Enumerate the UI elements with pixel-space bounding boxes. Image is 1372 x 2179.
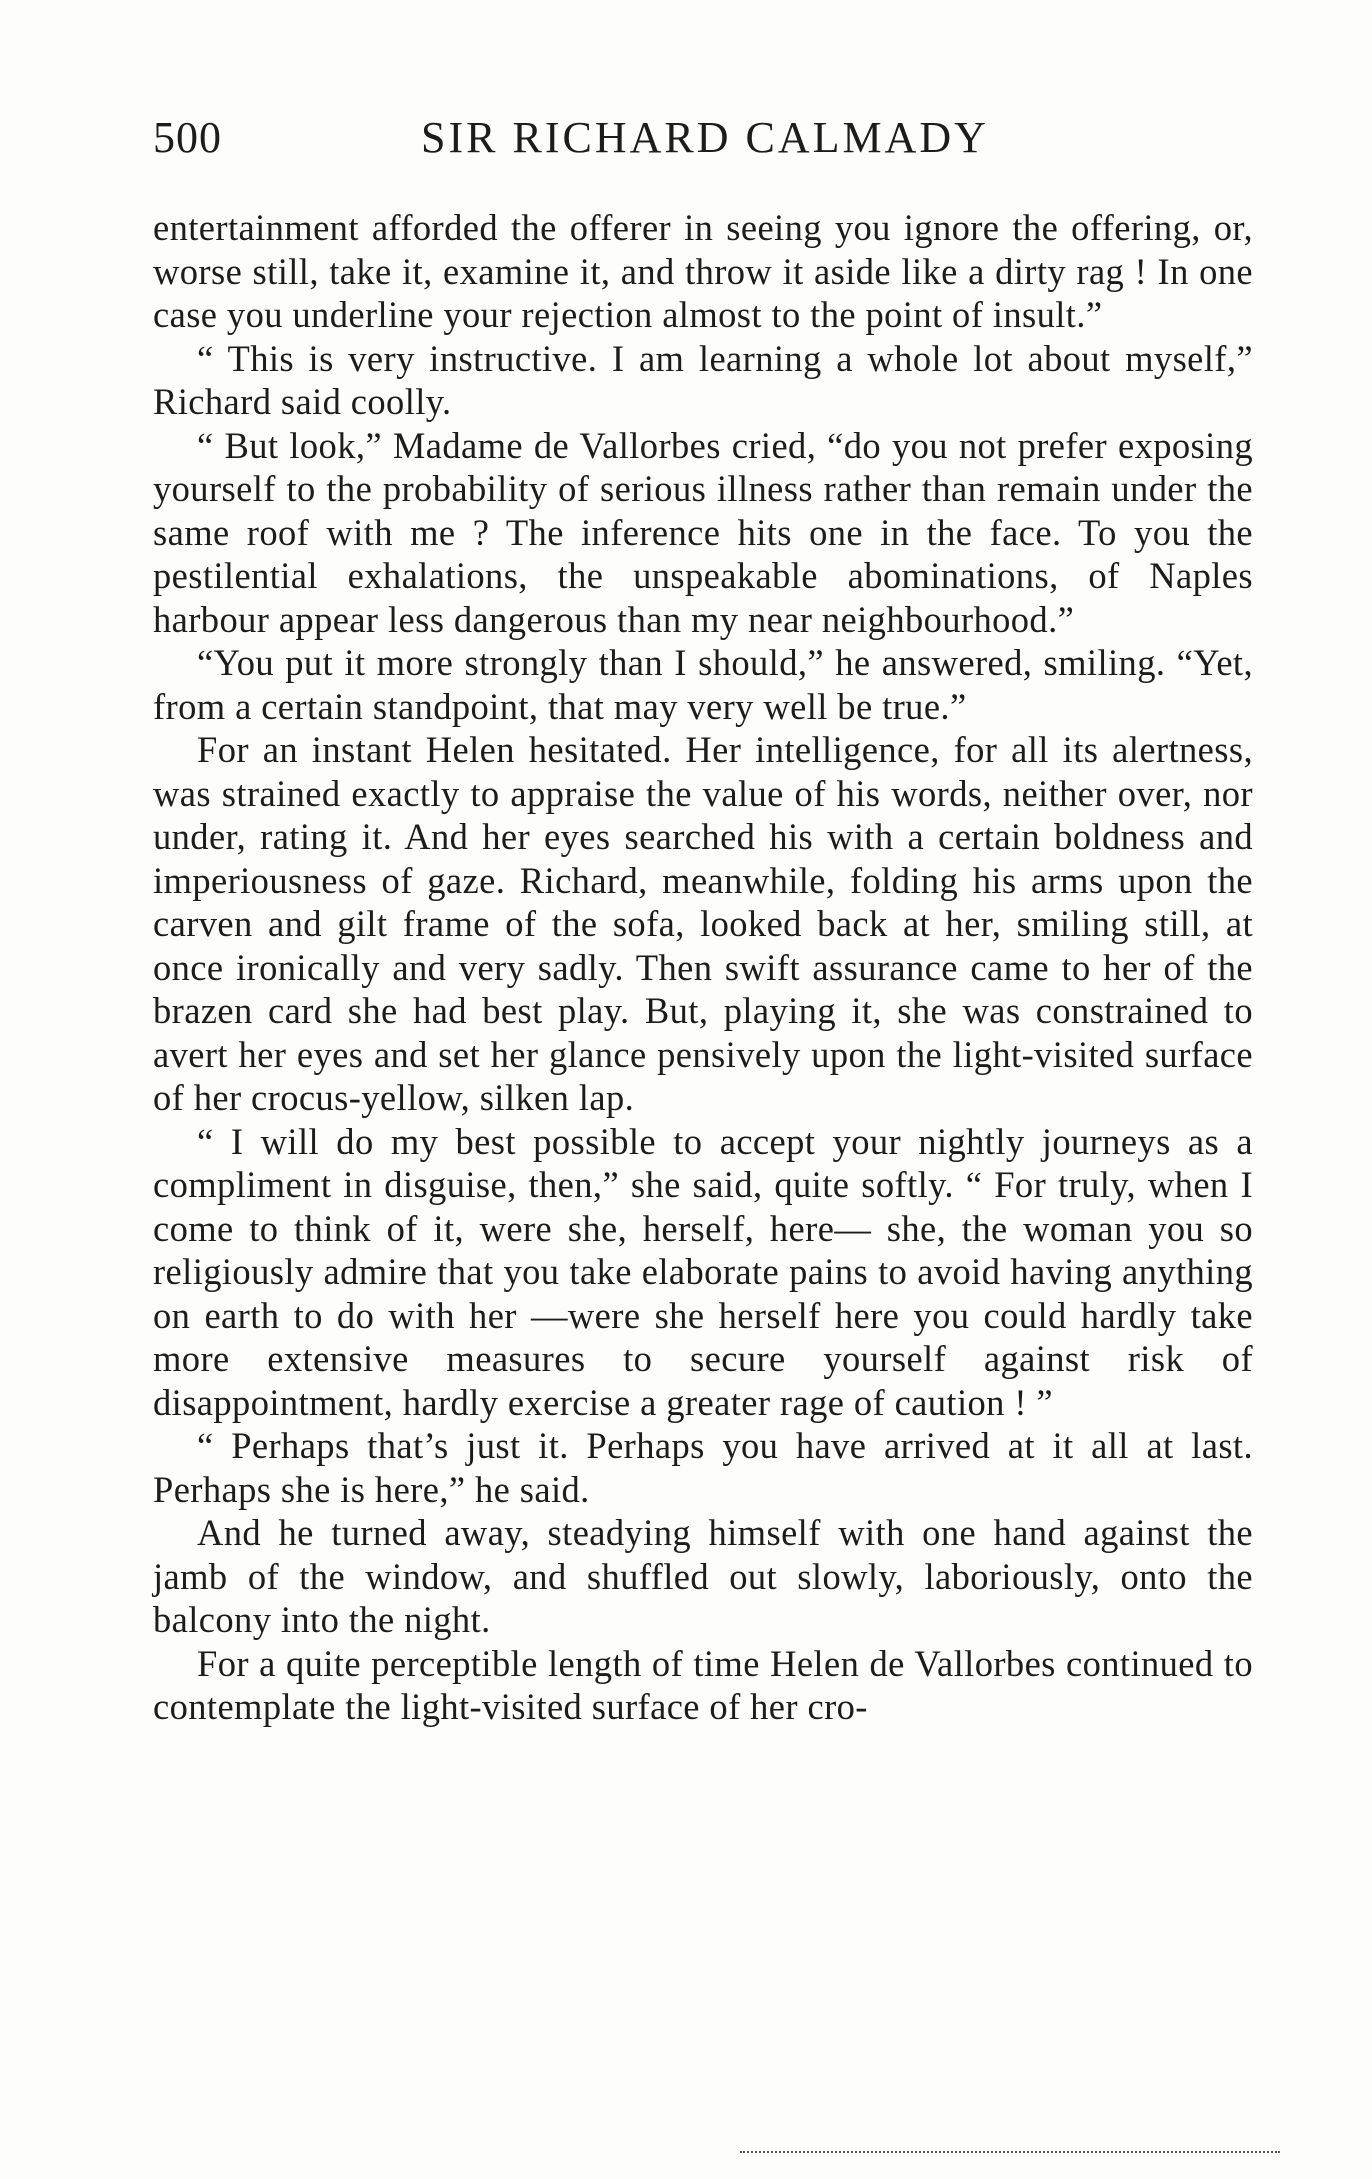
paragraph: For an instant Helen hesitated. Her intelligence, for all its alertness, was strained exactly to appraise the value of his words, neither over, nor under, rating it. And her eyes searched his with a certain boldness and imperiousness of gaze. Richard, meanwhile, folding his arms upon the carven and gilt frame of the sofa, looked back at her, smiling still, at once ironically and very sadly. Then swift assurance came to her of the brazen card she had best play. But, playing it, she was constrained to avert her eyes and set her glance pensively upon the light-visited surface of her crocus-yellow, silken lap. xyxy=(153,729,1253,1118)
body-text xyxy=(153,206,1253,1729)
paragraph: And he turned away, steadying himself with one hand against the jamb of the window, and shuffled out slowly, laboriously, onto the balcony into the night. xyxy=(153,1512,1253,1640)
paragraph: “You put it more strongly than I should,” he answered, smiling. “Yet, from a certain standpoint, that may very well be true.” xyxy=(153,642,1253,727)
paragraph: entertainment afforded the offerer in seeing you ignore the offering, or, worse still, take it, examine it, and throw it aside like a dirty rag ! In one case you underline your rejection almost to the point of insult.” xyxy=(153,207,1253,335)
book-title: SIR RICHARD CALMADY xyxy=(421,113,989,162)
bottom-dotted-rule xyxy=(740,2151,1280,2153)
paragraph: “ This is very instructive. I am learning a whole lot about myself,” Richard said coolly. xyxy=(153,337,1253,422)
paragraph: “ Perhaps that’s just it. Perhaps you have arrived at it all at last. Perhaps she is here,” he said. xyxy=(153,1425,1253,1510)
running-head xyxy=(153,112,1263,172)
paragraph: “ But look,” Madame de Vallorbes cried, “do you not prefer exposing yourself to the probability of serious illness rather than remain under the same roof with me ? The inference hits one in the face. To you the pestilential exhalations, the unspeakable abominations, of Naples harbour appear less dangerous than my near neighbourhood.” xyxy=(153,424,1253,640)
paragraph: “ I will do my best possible to accept your nightly journeys as a compliment in disguise, then,” she said, quite softly. “ For truly, when I come to think of it, were she, herself, here— she, the woman you so religiously admire that you take elaborate pains to avoid having anything on earth to do with her —were she herself here you could hardly take more extensive measures to secure yourself against risk of disappointment, hardly exercise a greater rage of caution ! ” xyxy=(153,1120,1253,1423)
page-number: 500 xyxy=(153,113,222,162)
paragraph: For a quite perceptible length of time Helen de Vallorbes continued to contemplate the light-visited surface of her cro- xyxy=(153,1642,1253,1727)
